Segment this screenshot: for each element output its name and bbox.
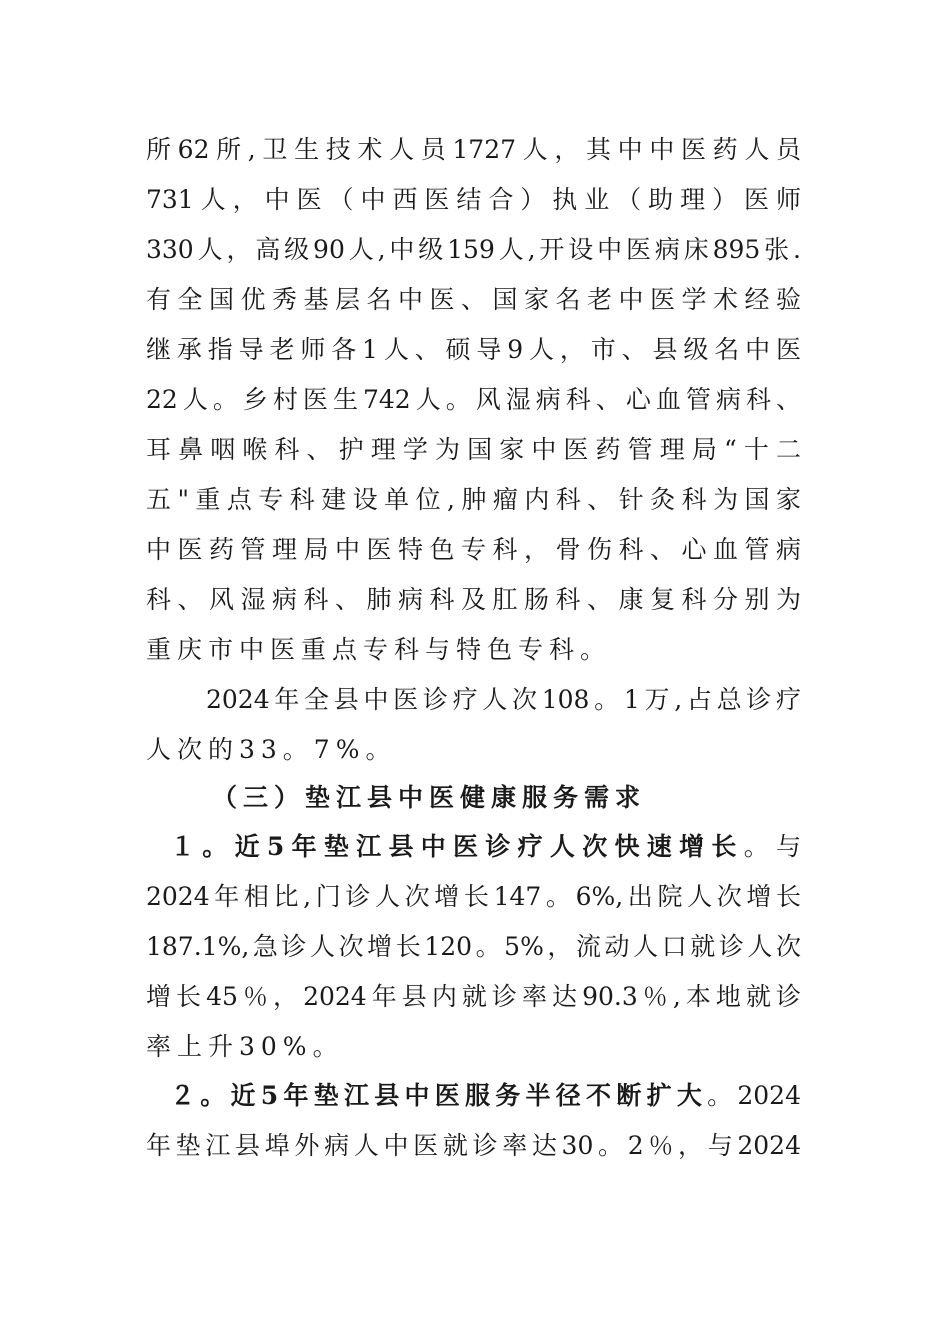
item-number: １。 [170, 832, 235, 861]
item-title: 近5年垫江县中医诊疗人次快速增长 [234, 832, 744, 861]
item-heading-line [170, 822, 801, 872]
paragraph-line: 率上升30%。 [146, 1032, 344, 1061]
paragraph-line: 22人。乡村医生742人。风湿病科、心血管病科、 [146, 385, 801, 414]
paragraph-line: 人次的33。7%。 [146, 735, 397, 764]
paragraph-line: 继承指导老师各1人、硕导9人，市、县级名中医 [146, 335, 801, 364]
paragraph-line: 重庆市中医重点专科与特色专科。 [146, 635, 612, 664]
paragraph-line: 增长45％，2024年县内就诊率达90.3％,本地就诊 [146, 982, 801, 1011]
paragraph-line: 五"重点专科建设单位,肿瘤内科、针灸科为国家 [146, 485, 801, 514]
paragraph-line: 有全国优秀基层名中医、国家名老中医学术经验 [146, 285, 801, 314]
paragraph-line: 330人，高级90人,中级159人,开设中医病床895张. [146, 235, 801, 264]
item-title: 近5年垫江县中医服务半径不断扩大 [230, 1081, 708, 1110]
paragraph-line: 731人，中医（中西医结合）执业（助理）医师 [146, 185, 801, 214]
paragraph-line: 2024年相比,门诊人次增长147。6%,出院人次增长 [146, 882, 801, 911]
item-heading-line [170, 1071, 801, 1121]
item-number: ２。 [170, 1081, 231, 1110]
section-heading: （三）垫江县中医健康服务需求 [212, 783, 647, 812]
paragraph-line: 科、风湿病科、肺病科及肛肠科、康复科分别为 [146, 585, 801, 614]
item-lead: 。2024 [707, 1081, 801, 1110]
item-lead: 。与 [743, 832, 801, 861]
paragraph-line: 耳鼻咽喉科、护理学为国家中医药管理局“十二 [146, 435, 801, 464]
paragraph-line: 所62所,卫生技术人员1727人，其中中医药人员 [146, 135, 801, 164]
paragraph-line: 中医药管理局中医特色专科，骨伤科、心血管病 [146, 535, 801, 564]
paragraph-line: 187.1%,急诊人次增长120。5%，流动人口就诊人次 [146, 932, 801, 961]
paragraph-line: 年垫江县埠外病人中医就诊率达30。2％，与2024 [146, 1131, 801, 1160]
paragraph-line: 2024年全县中医诊疗人次108。1万,占总诊疗 [206, 685, 801, 714]
